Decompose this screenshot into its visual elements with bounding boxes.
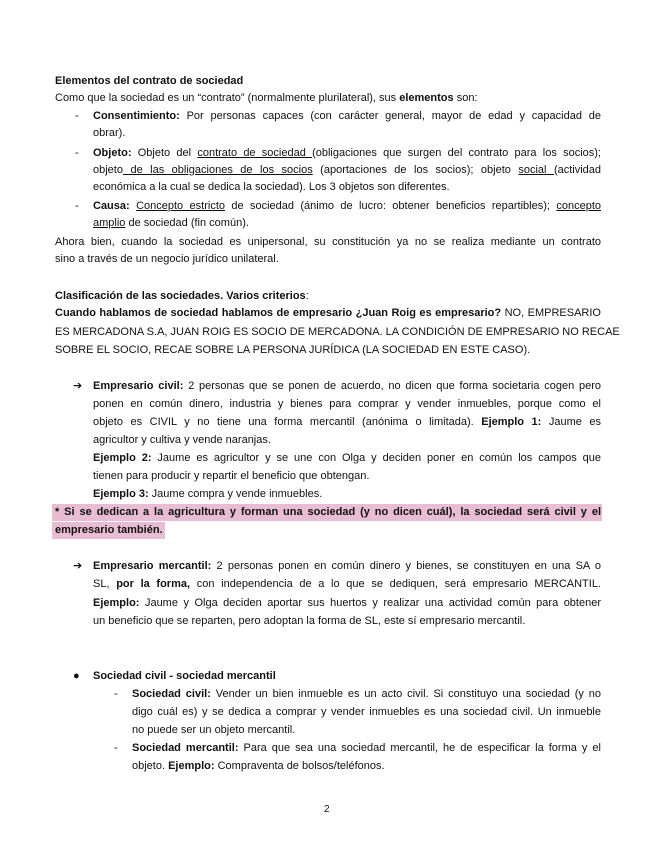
paragraph-unipersonal: Ahora bien, cuando la sociedad es unipersonal, su constitución ya no se realiza mediante un contrato xyxy=(55,236,601,248)
list-item-consentimiento: Consentimiento: Por personas capaces (con carácter general, mayor de edad y capacidad de xyxy=(93,110,601,122)
dash-marker: - xyxy=(75,147,79,159)
page-number: 2 xyxy=(324,804,330,815)
paragraph-intro: Como que la sociedad es un “contrato” (normalmente plurilateral), sus elementos son: xyxy=(55,92,478,104)
list-item-sociedad-mercantil: Sociedad mercantil: Para que sea una sociedad mercantil, he de especificar la forma y el xyxy=(132,742,601,754)
list-item-objeto-line2: objeto de las obligaciones de los socios (aportaciones de los socios); objeto social (actividad xyxy=(93,164,602,176)
section-title-clasificacion: Clasificación de las sociedades. Varios criterios: xyxy=(55,290,309,302)
list-item-empresario-civil: Empresario civil: 2 personas que se ponen de acuerdo, no dicen que forma societaria cogen pero xyxy=(93,380,601,392)
list-item-causa-line2: amplio de sociedad (fin común). xyxy=(93,217,249,229)
dash-marker: - xyxy=(75,200,79,212)
paragraph-juan-roig-line2: ES MERCADONA S.A, JUAN ROIG ES SOCIO DE MERCADONA. LA CONDICIÓN DE EMPRESARIO NO RECAE xyxy=(55,326,620,338)
list-item-empresario-civil-line3: objeto es CIVIL y no tiene una forma mercantil (anónima o limitada). Ejemplo 1: Jaume es xyxy=(93,416,602,428)
list-item-empresario-civil-line4: agricultor y cultiva y vende naranjas. xyxy=(93,434,271,446)
highlighted-note-line2: empresario también. xyxy=(55,524,163,536)
list-item-empresario-mercantil-line3: Ejemplo: Jaume y Olga deciden aportar sus huertos y realizar una actividad común para obtener xyxy=(93,597,601,609)
list-item-sociedad-civil: Sociedad civil: Vender un bien inmueble es un acto civil. Si constituyo una sociedad (y no xyxy=(132,688,602,700)
section-title-elementos: Elementos del contrato de sociedad xyxy=(55,75,244,87)
list-item-empresario-mercantil: Empresario mercantil: 2 personas ponen en común dinero y bienes, se constituyen en una SA o xyxy=(93,560,601,572)
ejemplo-3: Ejemplo 3: Jaume compra y vende inmuebles. xyxy=(93,488,323,500)
list-item-sociedad-mercantil-line2: objeto. Ejemplo: Compraventa de bolsos/teléfonos. xyxy=(132,760,385,772)
list-item-consentimiento-cont: obrar). xyxy=(93,127,126,139)
list-item-empresario-mercantil-line2: SL, por la forma, con independencia de a lo que se dediquen, será empresario MERCANTIL. xyxy=(93,578,601,590)
dash-marker: - xyxy=(75,110,79,122)
list-item-objeto: Objeto: Objeto del contrato de sociedad (obligaciones que surgen del contrato para los socios); xyxy=(93,147,601,159)
list-item-objeto-line3: económica a la cual se dedica la sociedad). Los 3 objetos son diferentes. xyxy=(93,181,450,193)
list-item-sociedad-civil-line3: no puede ser un objeto mercantil. xyxy=(132,724,296,736)
paragraph-juan-roig-line3: SOBRE EL SOCIO, RECAE SOBRE LA PERSONA JURÍDICA (LA SOCIEDAD EN ESTE CASO). xyxy=(55,344,531,356)
bullet-marker: ● xyxy=(73,670,80,682)
arrow-marker: ➔ xyxy=(73,560,83,572)
highlighted-note: * Si se dedican a la agricultura y forman una sociedad (y no dicen cuál), la sociedad será civil y el xyxy=(55,506,601,518)
paragraph-juan-roig: Cuando hablamos de sociedad hablamos de empresario ¿Juan Roig es empresario? NO, EMPRESARIO xyxy=(55,307,601,319)
ejemplo-2: Ejemplo 2: Jaume es agricultor y se une con Olga y deciden poner en común los campos que xyxy=(93,452,602,464)
dash-marker: - xyxy=(114,742,118,754)
section-title-civil-mercantil: Sociedad civil - sociedad mercantil xyxy=(93,670,276,682)
list-item-sociedad-civil-line2: digo cuál es) y se dedica a comprar y vender inmuebles es una sociedad civil. Un inmueble xyxy=(132,706,601,718)
list-item-causa: Causa: Concepto estricto de sociedad (ánimo de lucro: obtener beneficios repartibles); concepto xyxy=(93,200,601,212)
list-item-empresario-civil-line2: ponen en común dinero, industria y bienes para comprar y vender inmuebles, porque como el xyxy=(93,398,601,410)
arrow-marker: ➔ xyxy=(73,380,83,392)
dash-marker: - xyxy=(114,688,118,700)
paragraph-unipersonal-line2: sino a través de un negocio jurídico unilateral. xyxy=(55,253,279,265)
ejemplo-2-line2: tienen para producir y repartir el beneficio que obtengan. xyxy=(93,470,370,482)
list-item-empresario-mercantil-line4: un beneficio que se reparten, pero adoptan la forma de SL, este sí empresario mercantil. xyxy=(93,615,526,627)
